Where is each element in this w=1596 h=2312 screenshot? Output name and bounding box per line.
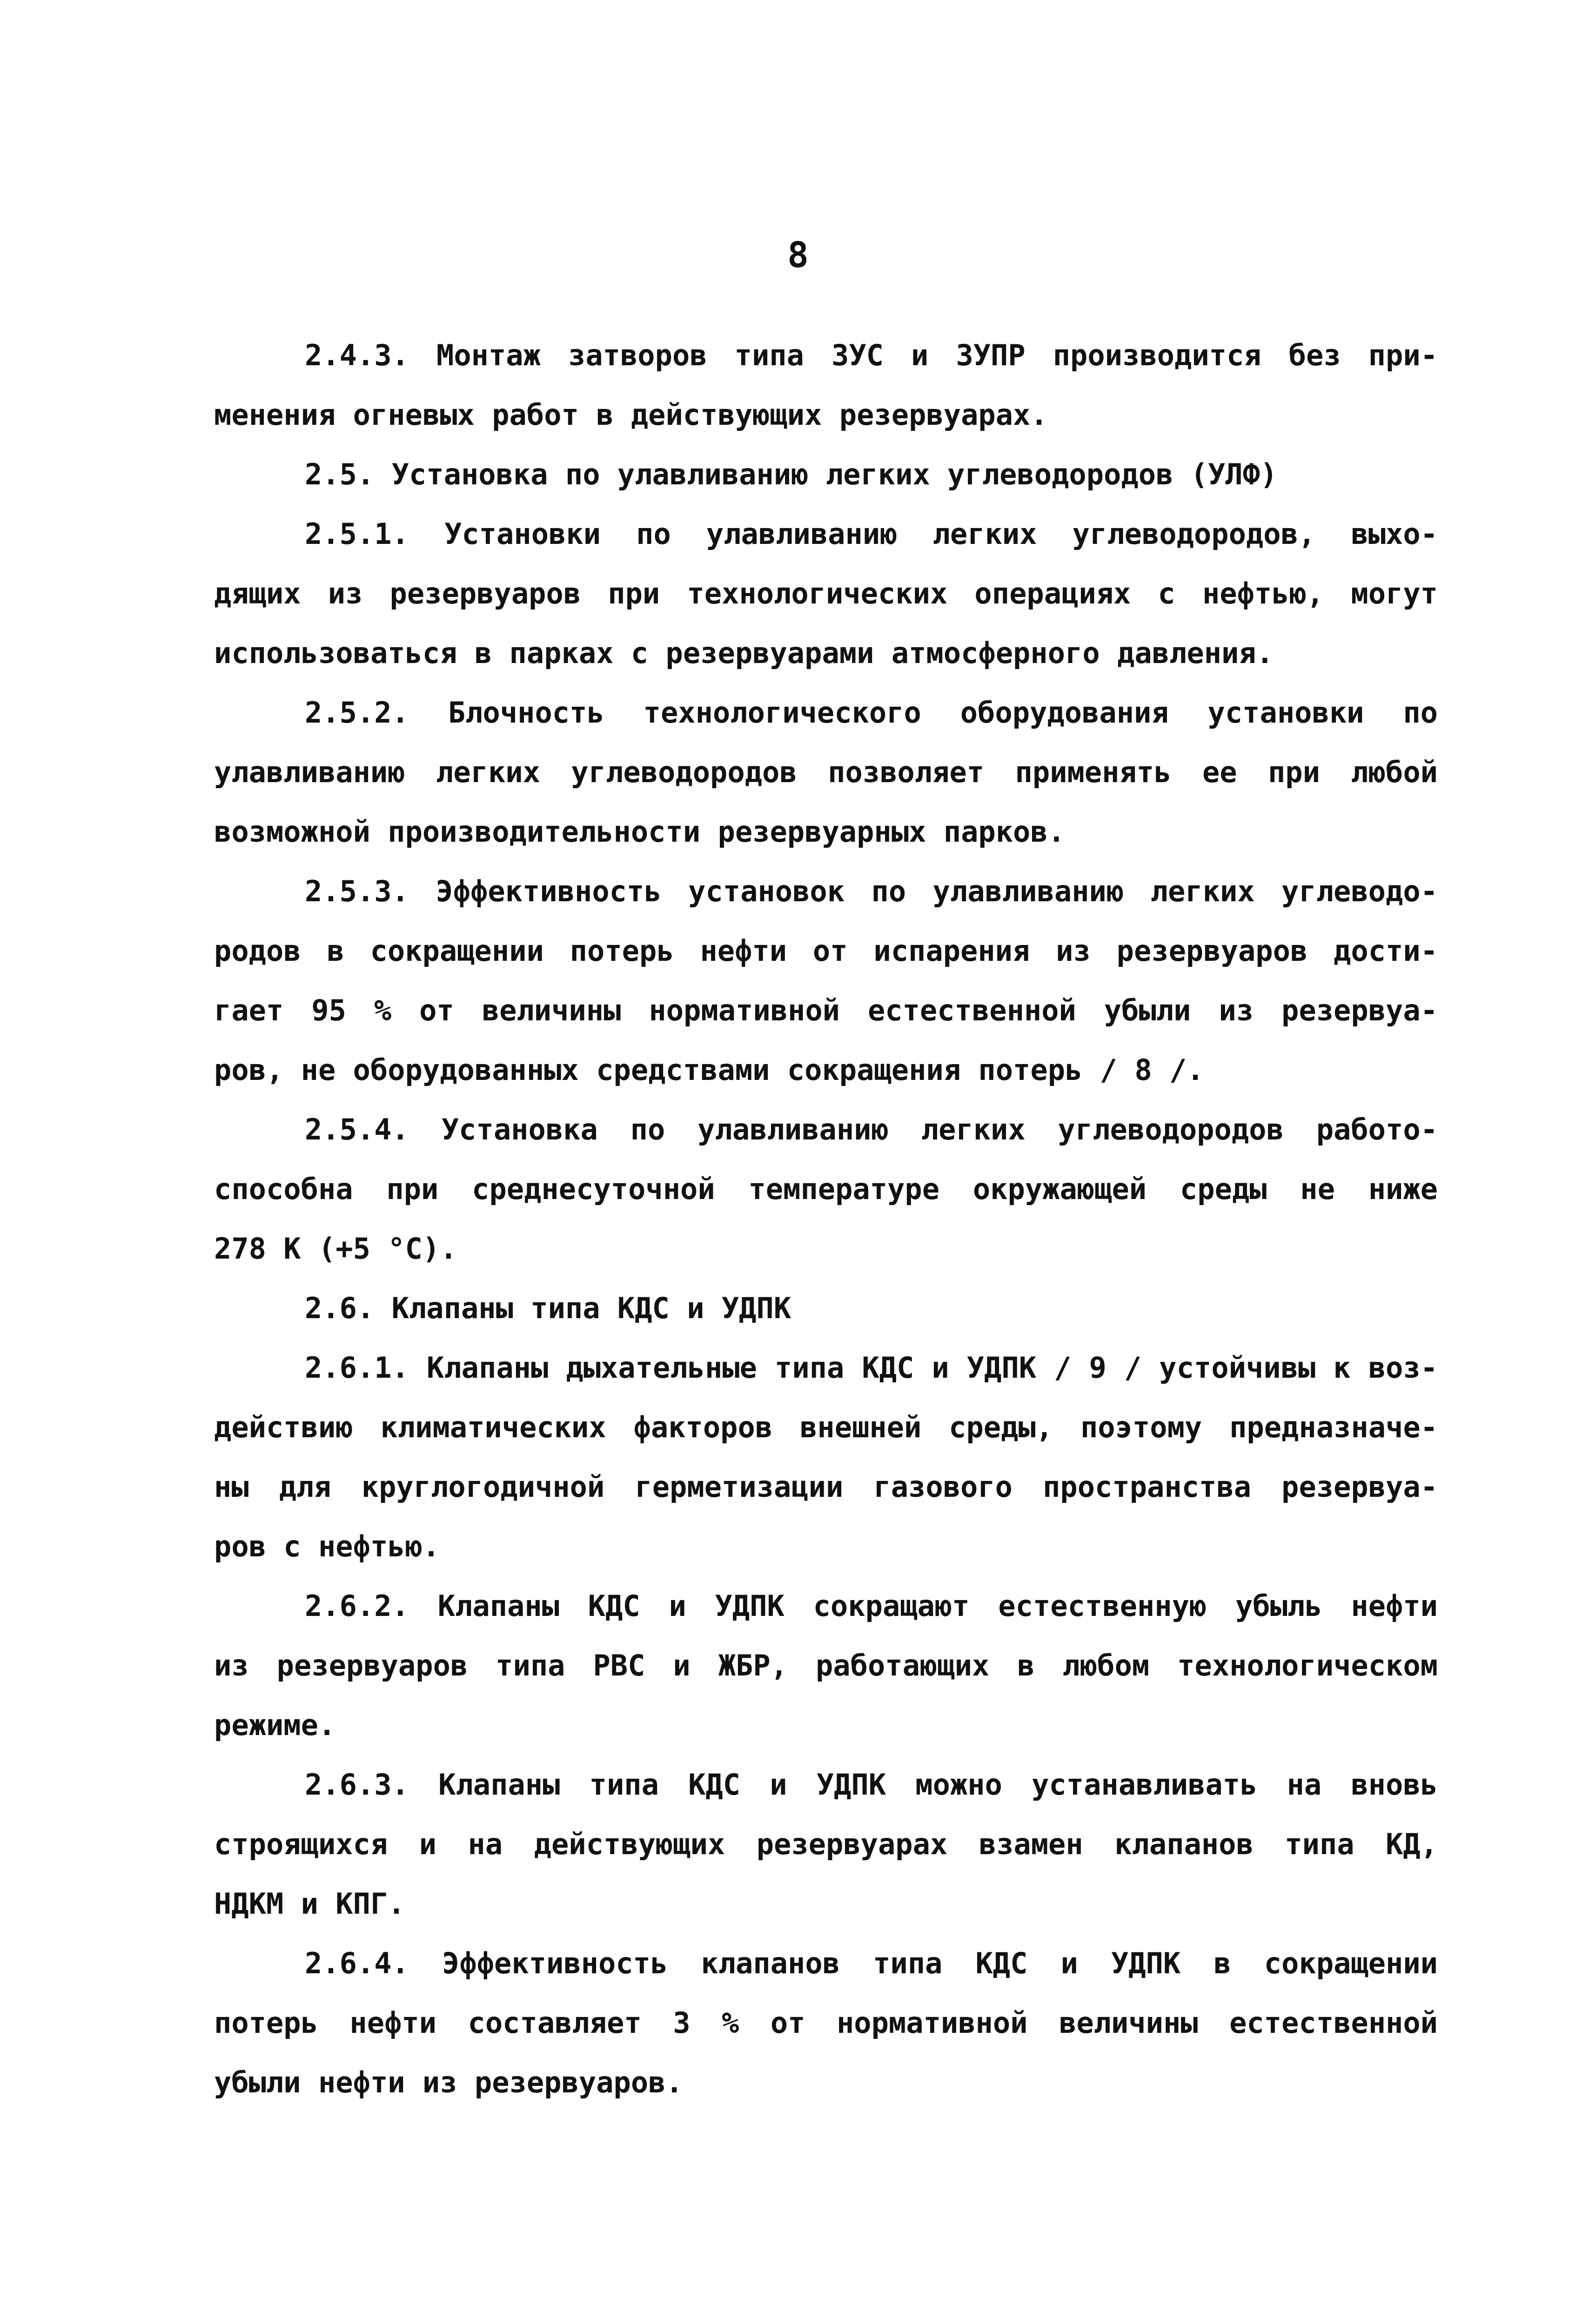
text-line: из резервуаров типа РВС и ЖБР, работающих в любом технологическом bbox=[214, 1649, 1438, 1682]
text-line: ны для круглогодичной герметизации газового пространства резервуа- bbox=[214, 1470, 1438, 1504]
section-heading: 2.6. Клапаны типа КДС и УДПК bbox=[305, 1291, 791, 1325]
text-line: способна при среднесуточной температуре окружающей среды не ниже bbox=[214, 1172, 1438, 1206]
text-line: 2.5.2. Блочность технологического оборудования установки по bbox=[305, 696, 1438, 730]
text-line: ров с нефтью. bbox=[214, 1529, 440, 1563]
text-line: гает 95 % от величины нормативной естественной убыли из резервуа- bbox=[214, 993, 1438, 1027]
text-line: 2.5.4. Установка по улавливанию легких углеводородов работо- bbox=[305, 1112, 1438, 1146]
text-line: 2.6.1. Клапаны дыхательные типа КДС и УДПК / 9 / устойчивы к воз- bbox=[305, 1351, 1438, 1385]
text-line: ров, не оборудованных средствами сокращения потерь / 8 /. bbox=[214, 1053, 1204, 1087]
text-line: 2.5.1. Установки по улавливанию легких углеводородов, выхо- bbox=[305, 517, 1438, 551]
text-line: 2.5.3. Эффективность установок по улавливанию легких углеводо- bbox=[305, 874, 1438, 908]
text-line: использоваться в парках с резервуарами атмосферного давления. bbox=[214, 636, 1274, 670]
page-number: 8 bbox=[787, 234, 809, 275]
text-line: дящих из резервуаров при технологических операциях с нефтью, могут bbox=[214, 576, 1438, 610]
text-line: 2.6.3. Клапаны типа КДС и УДПК можно устанавливать на вновь bbox=[305, 1768, 1438, 1802]
text-line: 278 К (+5 °С). bbox=[214, 1232, 457, 1266]
text-line: менения огневых работ в действующих резервуарах. bbox=[214, 398, 1048, 432]
text-line: строящихся и на действующих резервуарах взамен клапанов типа КД, bbox=[214, 1827, 1438, 1861]
text-line: убыли нефти из резервуаров. bbox=[214, 2065, 683, 2099]
text-line: действию климатических факторов внешней среды, поэтому предназначе- bbox=[214, 1410, 1438, 1444]
section-heading: 2.5. Установка по улавливанию легких углеводородов (УЛФ) bbox=[305, 457, 1278, 491]
text-line: улавливанию легких углеводородов позволяет применять ее при любой bbox=[214, 755, 1438, 789]
text-line: возможной производительности резервуарных парков. bbox=[214, 815, 1066, 849]
text-line: НДКМ и КПГ. bbox=[214, 1887, 405, 1921]
text-line: родов в сокращении потерь нефти от испарения из резервуаров дости- bbox=[214, 934, 1438, 968]
text-line: 2.6.2. Клапаны КДС и УДПК сокращают естественную убыль нефти bbox=[305, 1589, 1438, 1623]
text-line: 2.6.4. Эффективность клапанов типа КДС и УДПК в сокращении bbox=[305, 1946, 1438, 1980]
text-line: режиме. bbox=[214, 1708, 336, 1742]
text-line: 2.4.3. Монтаж затворов типа ЗУС и ЗУПР производится без при- bbox=[305, 338, 1438, 372]
text-line: потерь нефти составляет 3 % от нормативной величины естественной bbox=[214, 2006, 1438, 2040]
document-body bbox=[214, 326, 1438, 2112]
